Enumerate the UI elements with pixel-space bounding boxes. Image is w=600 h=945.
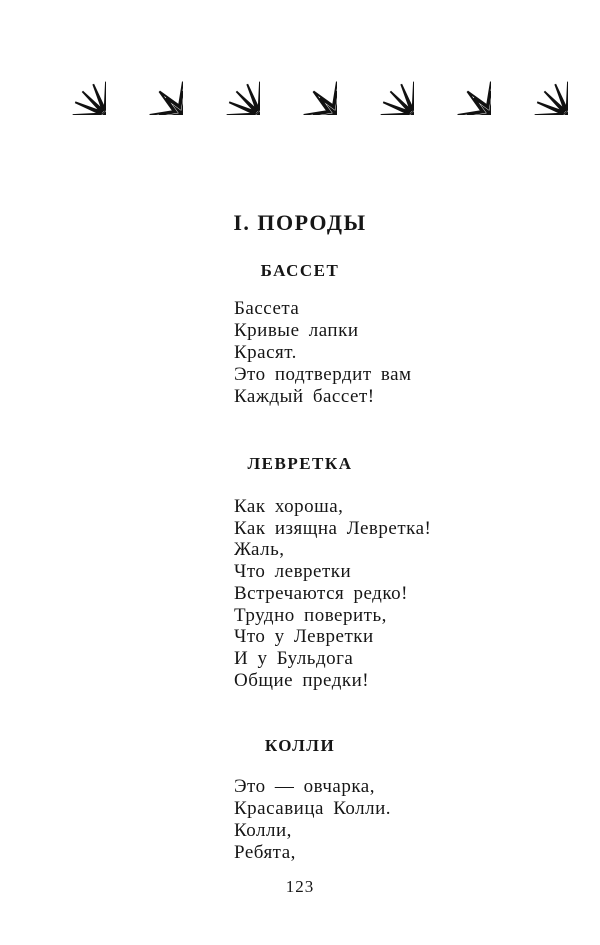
poem-levretka [234, 496, 431, 691]
poem-line: Общие предки! [234, 669, 370, 691]
poem-line: Что левретки [234, 561, 352, 583]
star16-ornament-icon [340, 41, 414, 115]
page-number: 123 [285, 877, 315, 896]
star8-ornament-icon [263, 41, 337, 115]
poem-basset [234, 298, 412, 408]
poem-kolli [234, 776, 391, 864]
poem-line: Красавица Колли. [234, 798, 392, 819]
poem-line: Каждый бассет! [234, 386, 375, 407]
poem-heading-levretka: ЛЕВРЕТКА [247, 454, 353, 473]
star8-ornament-icon [417, 41, 491, 115]
poem-line: Трудно поверить, [234, 604, 387, 626]
poem-heading-basset: БАССЕТ [260, 261, 340, 280]
poem-line: Что у Левретки [234, 626, 374, 648]
poem-line: Бассета [234, 298, 300, 319]
star16-ornament-icon [494, 41, 568, 115]
ornament-row [0, 41, 600, 115]
section-title: I. ПОРОДЫ [233, 210, 367, 235]
poem-line: Как изящна Левретка! [234, 517, 432, 539]
poem-line: Кривые лапки [234, 320, 359, 341]
star8-ornament-icon [109, 41, 183, 115]
poem-line: Жаль, [234, 539, 285, 561]
poem-line: Колли, [234, 820, 292, 841]
poem-line: Как хороша, [234, 496, 344, 517]
poem-line: Это — овчарка, [234, 776, 375, 797]
poem-line: Ребята, [234, 842, 296, 863]
poem-line: Это подтвердит вам [234, 364, 412, 385]
star16-ornament-icon [32, 41, 106, 115]
star16-ornament-icon [186, 41, 260, 115]
poem-line: И у Бульдога [234, 647, 354, 669]
poem-line: Красят. [234, 342, 297, 363]
poem-line: Встречаются редко! [234, 582, 408, 604]
poem-heading-kolli: КОЛЛИ [264, 736, 336, 755]
